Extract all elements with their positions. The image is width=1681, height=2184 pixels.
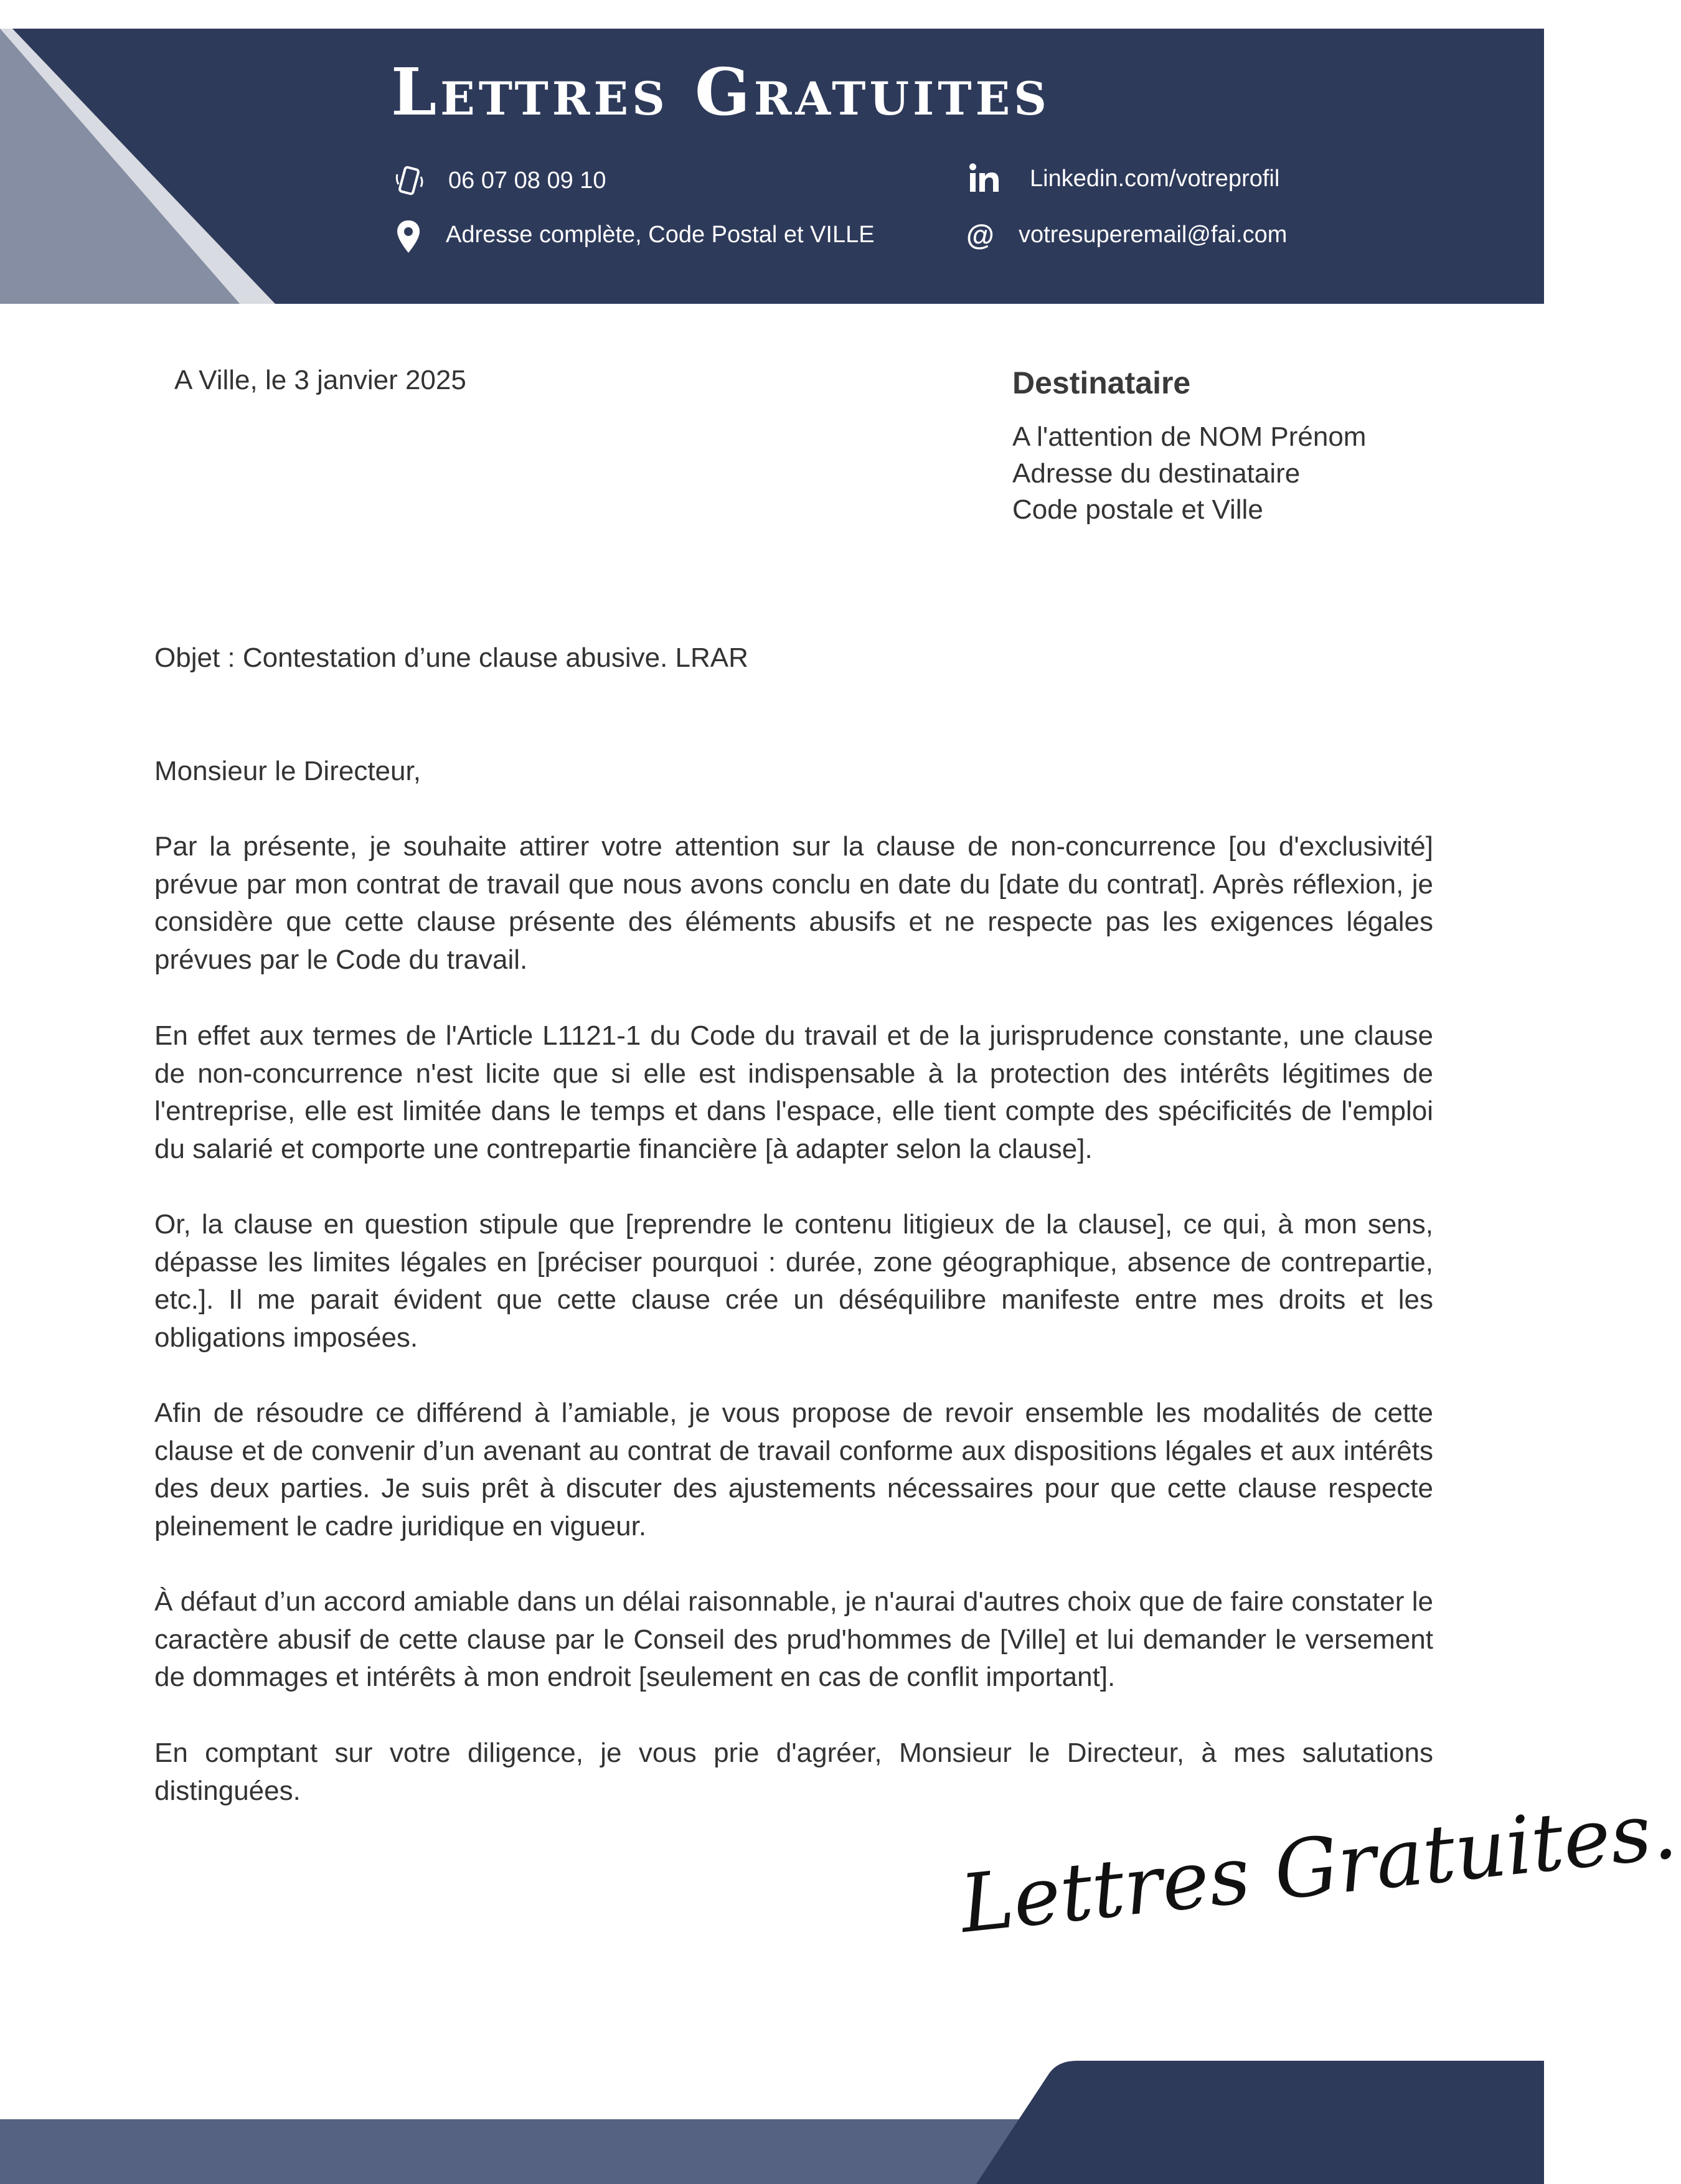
address-text: Adresse complète, Code Postal et VILLE [446,222,875,248]
paragraph-amicable-proposal: Afin de résoudre ce différend à l’amiable, je vous propose de revoir ensemble les modalités de cette clause et de convenir d’un avenant au contrat de travail conforme aux dispositions légales et aux intérêts des deux parties. Je suis prêt à discuter des ajustements nécessaires pour que cette clause respecte pleinement le cadre juridique en vigueur. [154,1398,1433,1542]
linkedin-text[interactable]: Linkedin.com/votreprofil [1030,166,1280,192]
phone-text: 06 07 08 09 10 [448,167,606,194]
recipient-address: Adresse du destinataire [1012,458,1301,489]
paragraph-legal-action: À défaut d’un accord amiable dans un délai raisonnable, je n'aurai d'autres choix que de faire constater le caractère abusif de cette clause par le Conseil des prud'hommes de [Ville] et lui demander le versement de dommages et intérêts à mon endroit [seulement en cas de conflit important]. [154,1586,1433,1692]
at-icon: @ [966,219,994,251]
recipient-city: Code postale et Ville [1012,494,1263,525]
paragraph-legal-basis: En effet aux termes de l'Article L1121-1 du Code du travail et de la jurisprudence constante, une clause de non-concurrence n'est licite que si elle est indispensable à la protection des intérêts légitimes de l'entreprise, elle est limitée dans le temps et dans l'espace, elle tient compte des spécificités de l'emploi du salarié et comporte une contrepartie financière [à adapter selon la clause]. [154,1020,1433,1164]
brand-title: Lettres Gratuites [391,54,1050,130]
paragraph-clause-content: Or, la clause en question stipule que [reprendre le contenu litigieux de la clause], ce qui, à mon sens, dépasse les limites légales en [préciser pourquoi : durée, zone géographique, absence de contrepartie, etc.]. Il me parait évident que cette clause crée un déséquilibre manifeste entre mes droits et les obligations imposées. [154,1209,1433,1353]
letter-salutation: Monsieur le Directeur, [154,756,421,786]
header-corner-decoration [0,29,280,304]
handwritten-signature: Lettres Gratuites. [956,1784,1681,1951]
footer-band-light [0,2119,1034,2184]
recipient-title: Destinataire [1012,365,1191,400]
linkedin-icon [969,163,1000,193]
paragraph-closing: En comptant sur votre diligence, je vous prie d'agréer, Monsieur le Directeur, à mes salutations distinguées. [154,1738,1433,1806]
email-text[interactable]: votresuperemail@fai.com [1019,222,1288,248]
location-pin-icon [396,219,421,254]
letter-subject: Objet : Contestation d’une clause abusive. LRAR [154,642,748,673]
footer-band-dark [976,2061,1544,2184]
place-date: A Ville, le 3 janvier 2025 [174,365,466,395]
phone-icon [396,166,423,197]
footer-decoration [0,2055,1544,2184]
paragraph-intro: Par la présente, je souhaite attirer votre attention sur la clause de non-concurrence [ou d'exclusivité] prévue par mon contrat de travail que nous avons conclu en date du [date du contrat]. Après réflexion, je considère que cette clause présente des éléments abusifs et ne respecte pas les exigences légales prévues par le Code du travail. [154,831,1433,975]
recipient-name: A l'attention de NOM Prénom [1012,421,1367,452]
